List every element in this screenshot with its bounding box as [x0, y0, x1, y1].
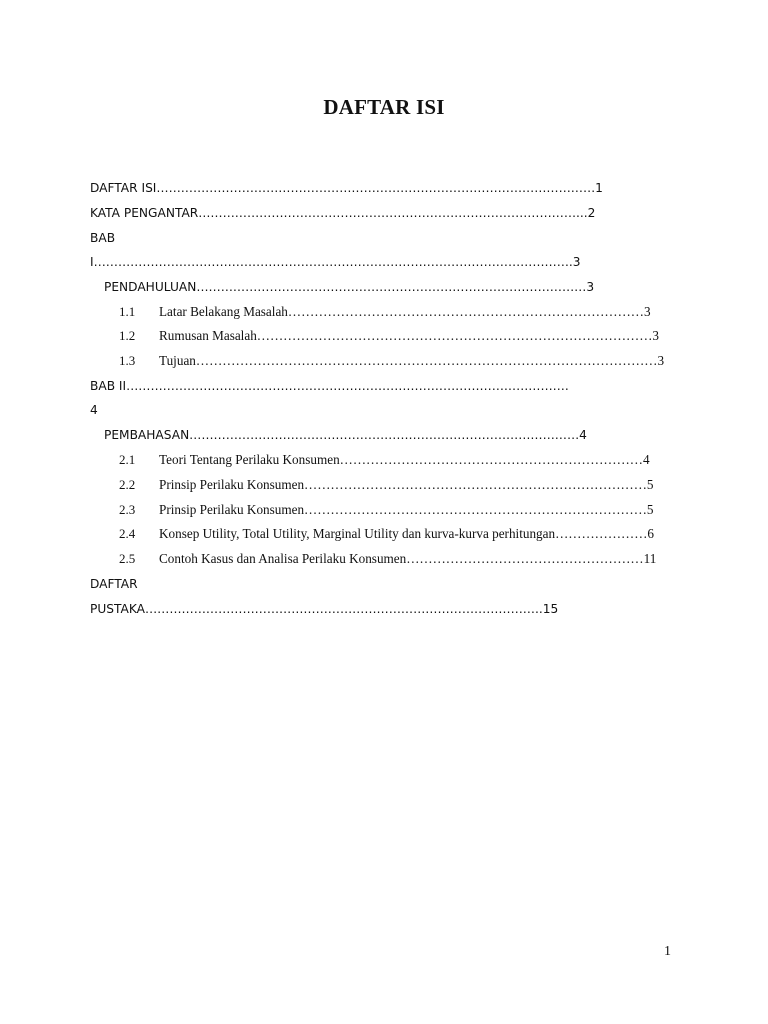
toc-section-number: 2.4 [119, 526, 136, 541]
toc-section-number: 1.2 [119, 328, 136, 343]
toc-entry-2-4: Konsep Utility, Total Utility, Marginal Utility dan kurva-kurva perhitungan…………………6 [159, 526, 655, 541]
toc-entry-1-2: Rumusan Masalah………………………………………………………………………………3 [159, 328, 660, 343]
toc-entry-1-1: Latar Belakang Masalah………………………………………………………………………3 [159, 304, 651, 319]
toc-entry-2-3: Prinsip Perilaku Konsumen……………………………………………………………………5 [159, 502, 654, 517]
page-number: 1 [664, 944, 671, 959]
toc-entry-pendahuluan: PENDAHULUAN……………………………………………………………………………………3 [104, 280, 595, 294]
page-title: DAFTAR ISI [323, 95, 445, 119]
toc-entry-1-3: Tujuan……………………………………………………………………………………………3 [159, 353, 665, 368]
toc-entry-2-5: Contoh Kasus dan Analisa Perilaku Konsumen………………………………………………11 [159, 551, 657, 566]
toc-section-number: 2.1 [119, 452, 136, 467]
toc-entry-kata-pengantar: KATA PENGANTAR…………………………………………………………………………………...2 [90, 206, 596, 220]
toc-entry-bab-i: I……………………………………………………………………………………………………….3 [90, 255, 581, 269]
toc-entry-pembahasan: PEMBAHASAN……………………………………………………………………………………4 [104, 428, 587, 442]
toc-entry-daftar-isi: DAFTAR ISI………………………………………………………………………………………………1 [90, 181, 603, 195]
toc-section-number: 2.3 [119, 502, 136, 517]
toc-entry-2-1: Teori Tentang Perilaku Konsumen……………………………………………………………4 [159, 452, 650, 467]
toc-section-number: 2.5 [119, 551, 136, 566]
toc-entry-daftar-pustaka: PUSTAKA……………………………………………………………………………………..15 [90, 602, 559, 616]
toc-entry-daftar-label: DAFTAR [90, 577, 138, 591]
toc-section-number: 1.3 [119, 353, 136, 368]
toc-entry-bab-ii: BAB II………………………………………………………………………………………………. [90, 379, 569, 393]
toc-section-number: 1.1 [119, 304, 136, 319]
toc-entry-bab-label: BAB [90, 231, 116, 245]
toc-section-number: 2.2 [119, 477, 136, 492]
toc-entry-2-2: Prinsip Perilaku Konsumen……………………………………………………………………5 [159, 477, 654, 492]
toc-entry-bab-ii-page: 4 [90, 403, 98, 417]
